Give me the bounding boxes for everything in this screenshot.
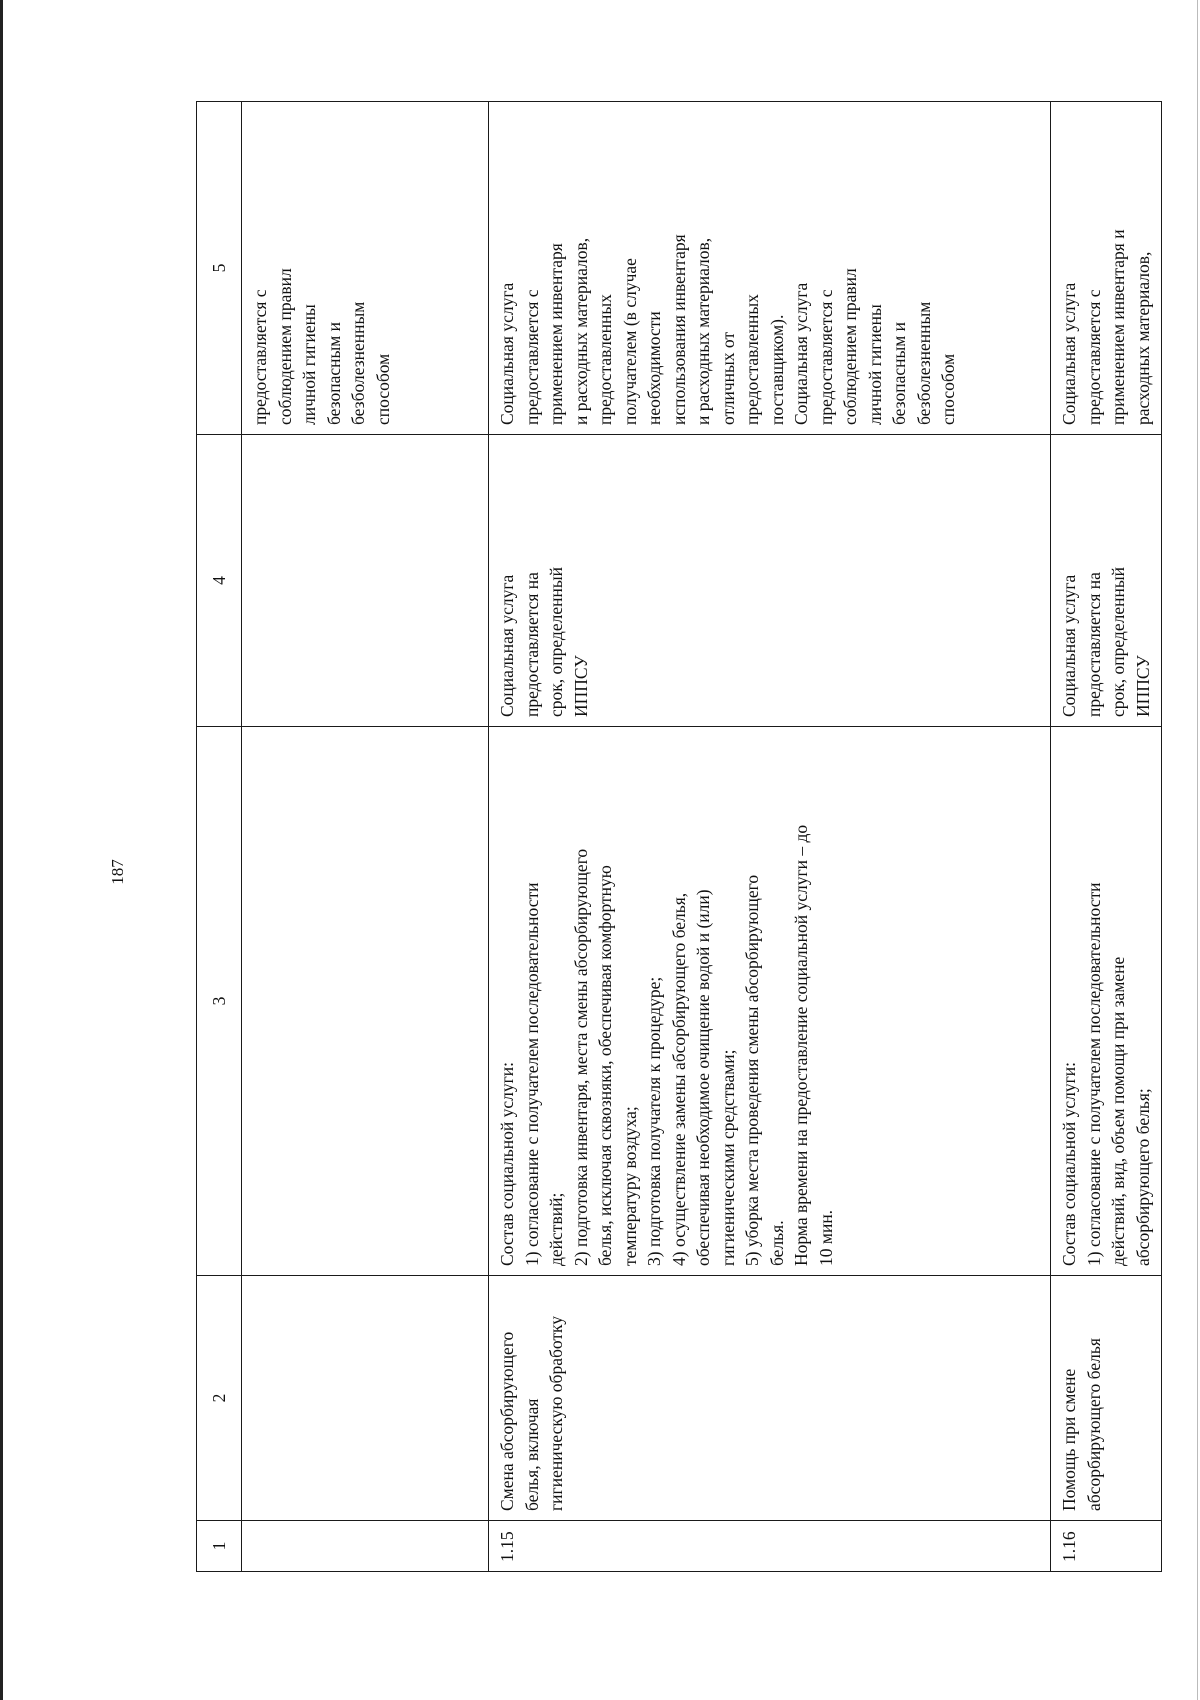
text-line: гигиеническую обработку	[546, 1315, 566, 1511]
text-line: предоставленных	[742, 294, 762, 425]
text-line: предоставляется на	[521, 572, 542, 717]
text-line: белья.	[766, 1220, 787, 1266]
cell-service-name	[489, 1276, 1051, 1521]
text-line: Состав социальной услуги:	[497, 1061, 517, 1266]
header-row	[197, 102, 242, 1572]
text-line: личной гигиены	[864, 304, 885, 425]
text-line: белья, включая	[521, 1398, 542, 1511]
cell-number: 1.16	[1051, 1521, 1162, 1572]
text-line: 5) уборка места проведения смены абсорбирующего	[742, 874, 762, 1266]
text-line: необходимости	[644, 311, 664, 425]
cell-service-name	[242, 1276, 489, 1521]
text-line: Норма времени на предоставление социальной услуги – до	[791, 824, 811, 1266]
text-line: безопасным и	[889, 321, 909, 425]
text-line: 1) согласование с получателем последовательности	[1083, 882, 1104, 1266]
text-line: температуру воздуха;	[619, 1106, 640, 1266]
text-line: применением инвентаря	[546, 243, 566, 425]
text-line: предоставляется с	[250, 289, 270, 425]
text-line: абсорбирующего белья;	[1132, 1088, 1153, 1266]
text-line: способом	[938, 353, 958, 425]
cell-terms	[242, 435, 489, 727]
text-line: ИППСУ	[570, 655, 591, 717]
cell-conditions	[489, 102, 1051, 435]
text-line: соблюдением правил	[274, 268, 295, 425]
text-line: гигиеническими средствами;	[717, 1049, 738, 1266]
text-line: Состав социальной услуги:	[1059, 1061, 1079, 1266]
text-line: безболезненным	[913, 301, 934, 425]
text-line: срок, определенный	[1108, 567, 1128, 717]
text-line: личной гигиены	[299, 304, 319, 425]
text-line: Социальная услуга	[791, 282, 811, 425]
table-row-continued	[242, 102, 489, 1572]
text-line: и расходных материалов,	[693, 237, 713, 425]
text-line: использования инвентаря	[668, 234, 689, 425]
header-cell-2: 2	[197, 1276, 242, 1521]
services-table	[196, 101, 1162, 1572]
text-line: расходных материалов,	[1132, 251, 1153, 425]
header-cell-1: 1	[197, 1521, 242, 1572]
cell-number: 1.15	[489, 1521, 1051, 1572]
text-line: получателем (в случае	[619, 258, 640, 425]
cell-conditions	[242, 102, 489, 435]
cell-number	[242, 1521, 489, 1572]
cell-service-content	[489, 727, 1051, 1276]
text-line: срок, определенный	[546, 567, 566, 717]
text-line: и расходных материалов,	[570, 237, 591, 425]
text-line: предоставляется с	[521, 289, 542, 425]
text-line: соблюдением правил	[840, 268, 860, 425]
text-line: предоставляется на	[1083, 572, 1104, 717]
text-line: предоставленных	[595, 294, 615, 425]
text-line: применением инвентаря и	[1108, 229, 1128, 425]
text-line: 4) осуществление замены абсорбирующего белья,	[668, 892, 689, 1266]
text-line: безболезненным	[348, 301, 368, 425]
text-line: 10 мин.	[815, 1209, 836, 1266]
header-cell-3: 3	[197, 727, 242, 1276]
cell-terms	[489, 435, 1051, 727]
text-line: действий;	[546, 1192, 566, 1266]
text-line: безопасным и	[323, 321, 344, 425]
cell-terms	[1051, 435, 1162, 727]
table-row-1-16	[1051, 102, 1162, 1572]
text-line: Смена абсорбирующего	[497, 1331, 517, 1511]
text-line: действий, вид, объем помощи при замене	[1108, 956, 1128, 1266]
text-line: Помощь при смене	[1059, 1368, 1079, 1511]
text-line: Социальная услуга	[1059, 282, 1079, 425]
cell-service-content	[242, 727, 489, 1276]
text-line: белья, исключая сквозняки, обеспечивая комфортную	[595, 865, 615, 1266]
text-line: обеспечивая необходимое очищение водой и (или)	[693, 889, 713, 1266]
text-line: ИППСУ	[1132, 655, 1153, 717]
scan-left-edge	[0, 0, 3, 1700]
text-line: 3) подготовка получателя к процедуре;	[644, 976, 664, 1266]
page-number: 187	[108, 859, 127, 885]
text-line: Социальная услуга	[1059, 574, 1079, 717]
text-line: предоставляется с	[1083, 289, 1104, 425]
cell-conditions	[1051, 102, 1162, 435]
header-cell-5: 5	[197, 102, 242, 435]
table-row-1-15	[489, 102, 1051, 1572]
scan-right-edge	[1197, 0, 1198, 1700]
header-cell-4: 4	[197, 435, 242, 727]
text-line: Социальная услуга	[497, 574, 517, 717]
text-line: отличных от	[717, 331, 738, 425]
cell-service-content	[1051, 727, 1162, 1276]
text-line: предоставляется с	[815, 289, 836, 425]
text-line: способом	[372, 353, 393, 425]
rotated-table-container	[196, 102, 1153, 1572]
text-line: Социальная услуга	[497, 282, 517, 425]
text-line: поставщиком).	[766, 314, 787, 425]
text-line: абсорбирующего белья	[1083, 1338, 1104, 1511]
text-line: 1) согласование с получателем последовательности	[521, 882, 542, 1266]
text-line: 2) подготовка инвентаря, места смены абсорбирующего	[570, 848, 591, 1266]
cell-service-name	[1051, 1276, 1162, 1521]
